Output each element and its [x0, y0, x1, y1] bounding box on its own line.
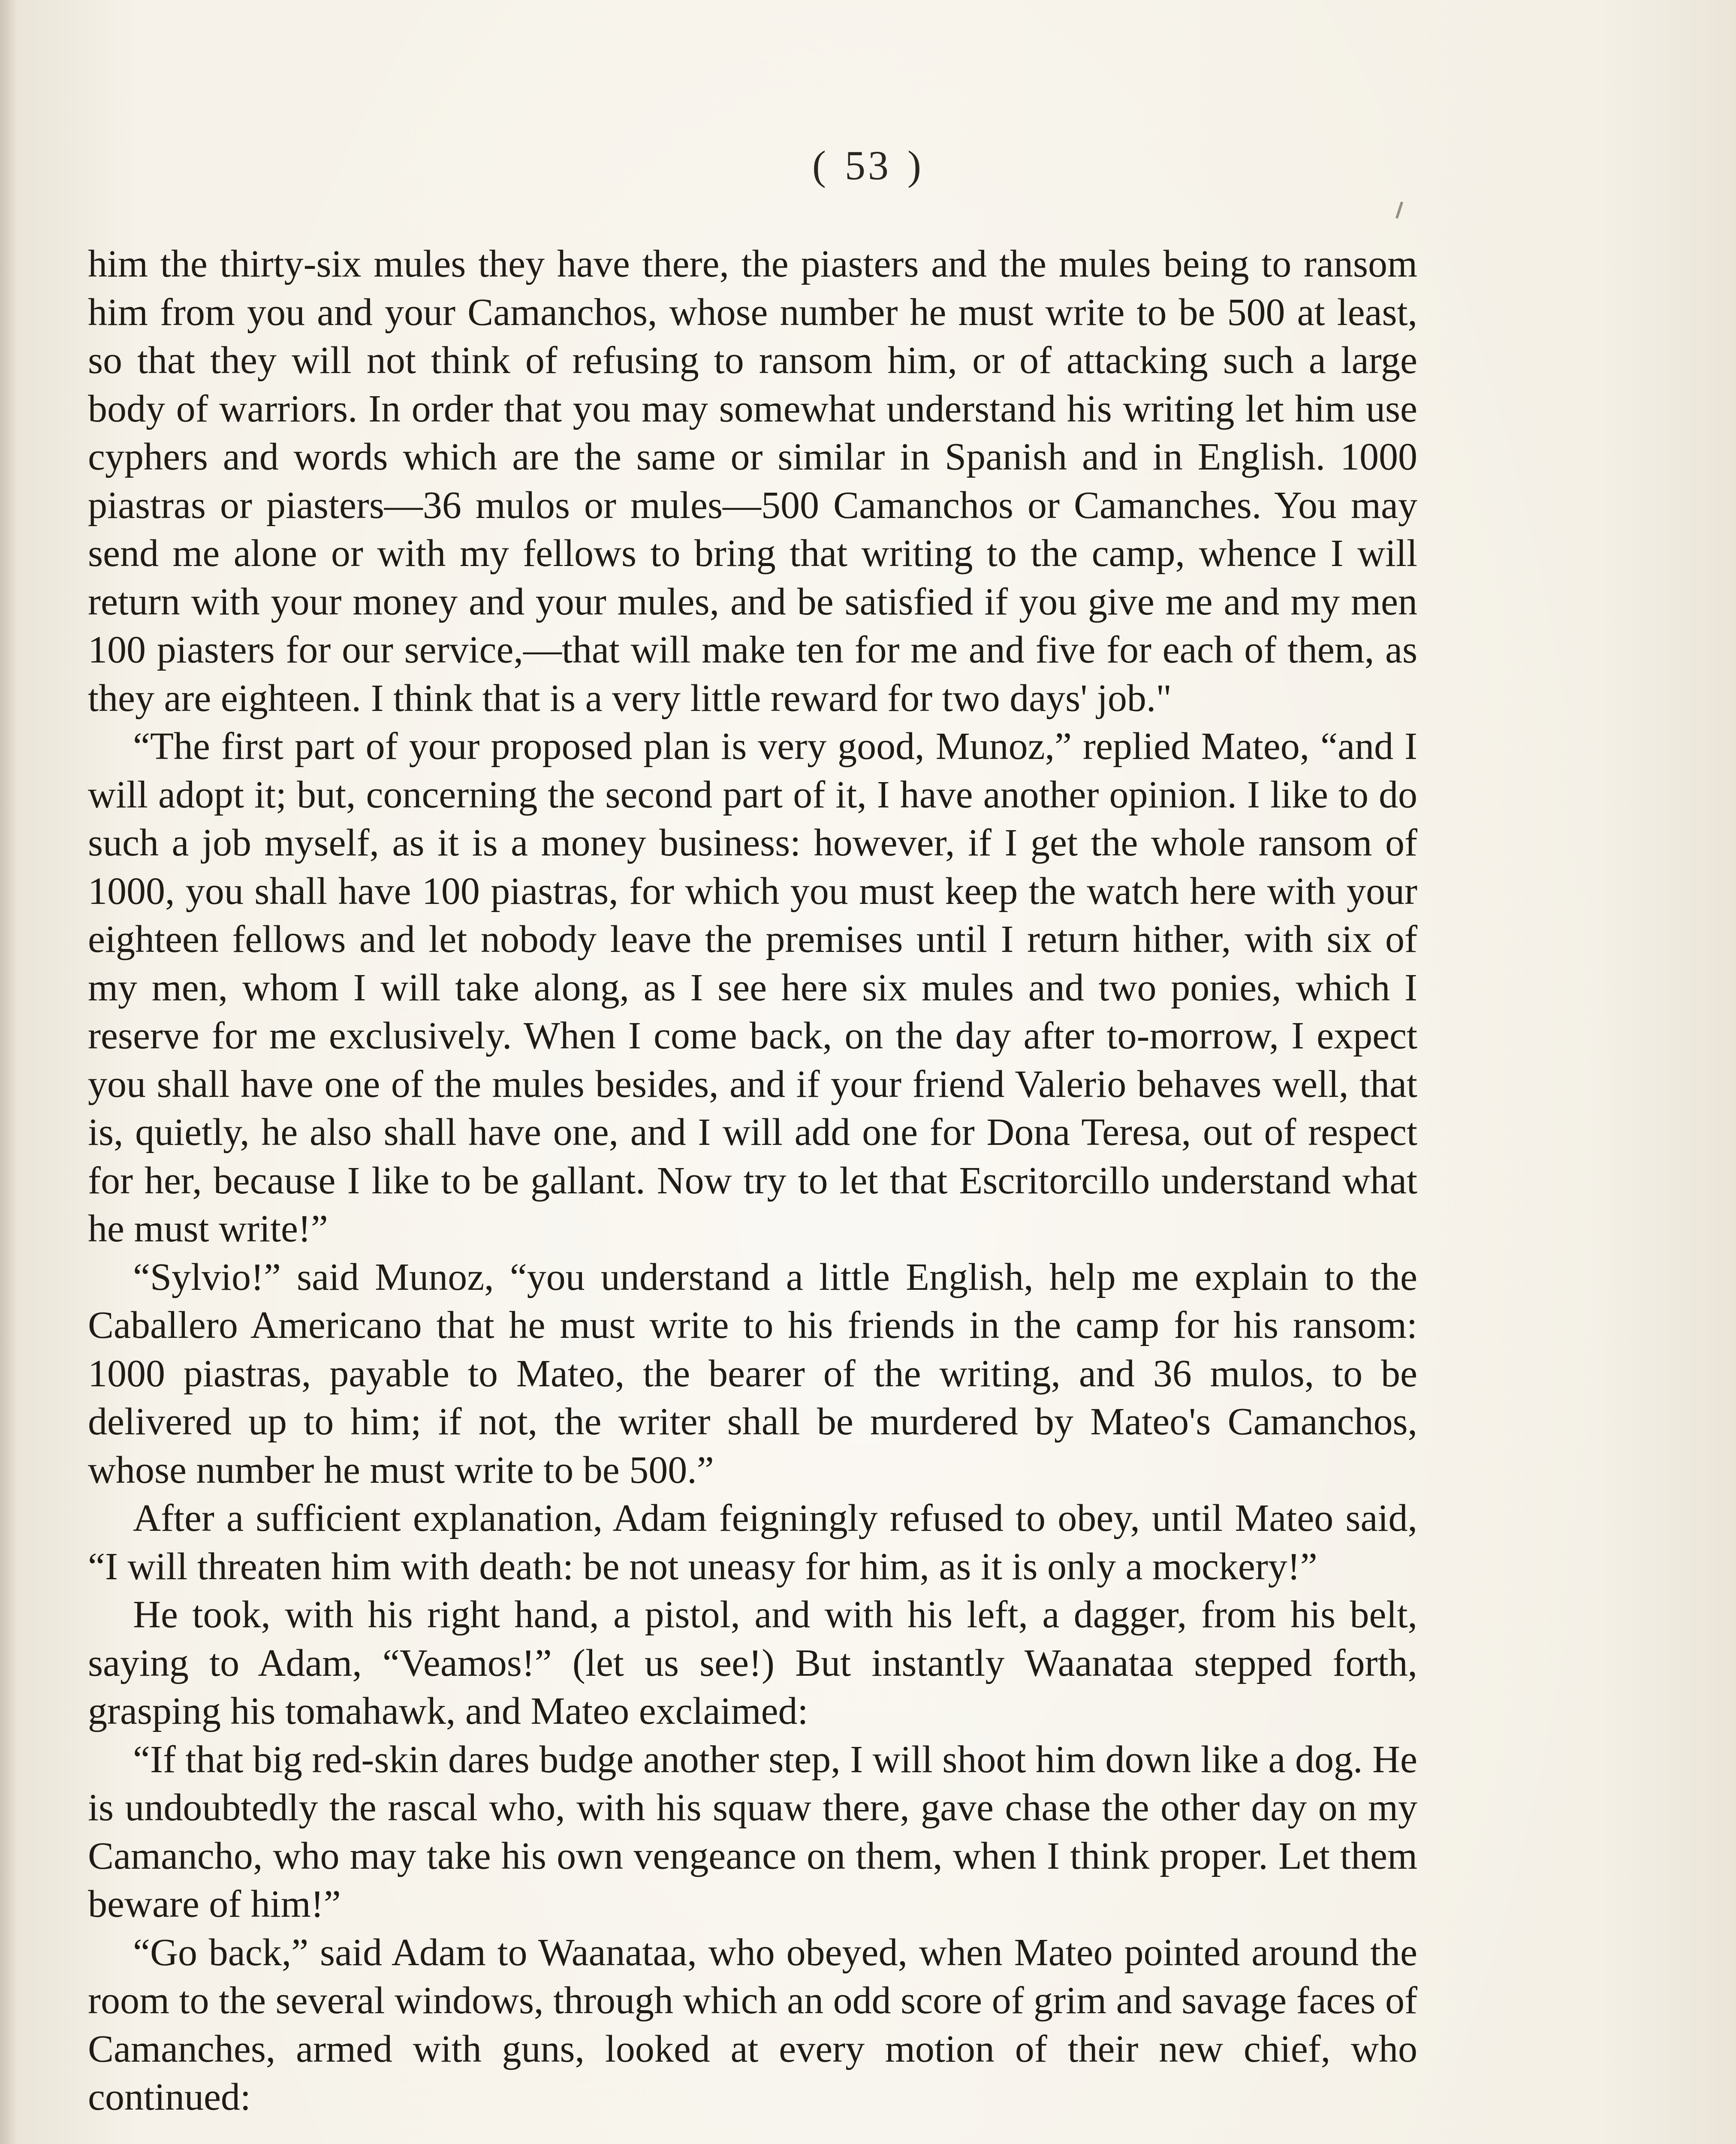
paragraph: “Go back,” said Adam to Waanataa, who obeyed, when Mateo pointed around the room to the several windows, through which an odd score of grim and savage faces of Camanches, armed with guns, looked at every motion of their new chief, who continued:: [88, 1931, 1417, 2118]
paragraph: After a sufficient explanation, Adam feigningly refused to obey, until Mateo said, “I will threaten him with death: be not uneasy for him, as it is only a mockery!”: [88, 1497, 1417, 1588]
paragraph: him the thirty-six mules they have there, the piasters and the mules being to ransom him from you and your Camanchos, whose number he must write to be 500 at least, so that they will not think of refusing to ransom him, or of attacking such a large body of warriors. In order that you may somewhat understand his writing let him use cyphers and words which are the same or similar in Spanish and in English. 1000 piastras or piasters—36 mulos or mules—500 Camanchos or Camanches. You may send me alone or with my fellows to bring that writing to the camp, whence I will return with your money and your mules, and be satisfied if you give me and my men 100 piasters for our service,—that will make ten for me and five for each of them, as they are eighteen. I think that is a very little reward for two days' job.": [88, 243, 1417, 720]
page-number-value: 53: [845, 142, 891, 188]
page-number: [0, 142, 1736, 189]
page-gutter-shadow: [0, 0, 17, 2144]
body-text: [88, 240, 1417, 2122]
paragraph: He took, with his right hand, a pistol, and with his left, a dagger, from his belt, saying to Adam, “Veamos!” (let us see!) But instantly Waanataa stepped forth, grasping his tomahawk, and Mateo exclaimed:: [88, 1593, 1417, 1732]
stray-ink-mark: [1395, 202, 1403, 219]
page-number-close-paren: ): [907, 142, 924, 188]
paragraph: “If that big red-skin dares budge another step, I will shoot him down like a dog. He is undoubtedly the rascal who, with his squaw there, gave chase the other day on my Camancho, who may take his own vengeance on them, when I think proper. Let them beware of him!”: [88, 1738, 1417, 1925]
page-number-open-paren: (: [812, 142, 829, 188]
paragraph: “Sylvio!” said Munoz, “you understand a little English, help me explain to the Caballero Americano that he must write to his friends in the camp for his ransom: 1000 piastras, payable to Mateo, the bearer of the writing, and 36 mulos, to be delivered up to him; if not, the writer shall be murdered by Mateo's Camanchos, whose number he must write to be 500.”: [88, 1256, 1417, 1491]
paragraph: “The first part of your proposed plan is very good, Munoz,” replied Mateo, “and I will adopt it; but, concerning the second part of it, I have another opinion. I like to do such a job myself, as it is a money business: however, if I get the whole ransom of 1000, you shall have 100 piastras, for which you must keep the watch here with your eighteen fellows and let nobody leave the premises until I return hither, with six of my men, whom I will take along, as I see here six mules and two ponies, which I reserve for me exclusively. When I come back, on the day after to-morrow, I expect you shall have one of the mules besides, and if your friend Valerio behaves well, that is, quietly, he also shall have one, and I will add one for Dona Teresa, out of respect for her, because I like to be gallant. Now try to let that Escritorcillo understand what he must write!”: [88, 725, 1417, 1250]
